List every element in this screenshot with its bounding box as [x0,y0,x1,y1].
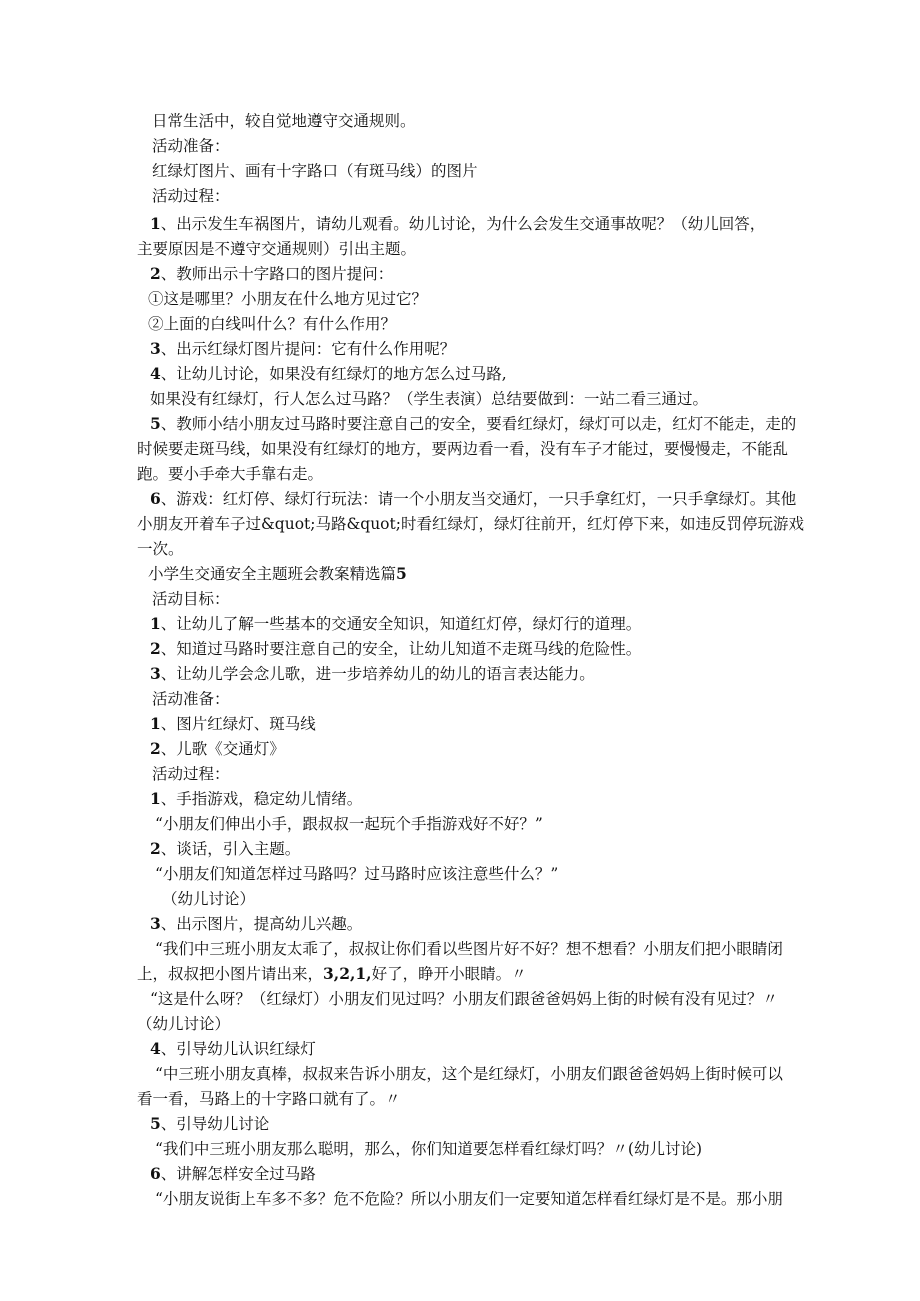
line-text: 日常生活中，较自觉地遵守交通规则。 [152,112,416,130]
text-line [148,288,427,310]
text-line [137,1013,230,1035]
line-text: 时候要走斑马线，如果没有红绿灯的地方，要两边看一看，没有车子才能过，要慢慢走，不能乱 [137,440,789,458]
text-line [150,213,765,235]
line-text: 活动目标： [152,590,230,608]
text-line [155,813,543,835]
text-line [152,135,230,157]
text-line [150,838,300,860]
line-text: 活动过程： [152,765,230,783]
item-number: 2 [150,839,161,858]
item-number: 3 [150,664,161,683]
line-text: 、出示红绿灯图片提问：它有什么作用呢？ [160,340,456,358]
text-line [148,563,407,585]
text-line [152,160,478,182]
line-text: 、谈话，引入主题。 [160,840,301,858]
line-text: 、手指游戏，稳定幼儿情绪。 [160,790,363,808]
text-line [155,1063,783,1085]
line-text: 、引导幼儿讨论 [160,1115,270,1133]
line-text: 上，叔叔把小图片请出来， [137,965,324,983]
line-text: 看一看，马路上的十字路口就有了。〃 [137,1090,401,1108]
countdown-numbers: 3,2,1, [323,964,372,983]
line-text: “我们中三班小朋友太乖了，叔叔让你们看以些图片好不好？想不想看？小朋友们把小眼睛闭 [155,940,783,958]
line-text: “小朋友们知道怎样过马路吗？过马路时应该注意些什么？” [155,865,559,883]
item-number: 1 [150,714,161,733]
text-line [150,988,778,1010]
text-line [155,1188,783,1210]
line-text: 、儿歌《交通灯》 [160,740,285,758]
text-line [150,788,362,810]
line-suffix: 好了，睁开小眼睛。〃 [371,965,527,983]
text-line [137,238,416,260]
item-number: 2 [150,739,161,758]
text-line [155,938,783,960]
text-line [137,963,527,985]
line-text: （幼儿讨论） [162,890,256,908]
line-text: 活动准备： [152,690,230,708]
line-text: 、让幼儿讨论，如果没有红绿灯的地方怎么过马路, [160,365,507,383]
text-line [150,388,708,410]
item-number: 1 [150,614,161,633]
text-line [152,185,230,207]
text-line [137,463,323,485]
line-text: 、知道过马路时要注意自己的安全，让幼儿知道不走斑马线的危险性。 [160,640,642,658]
text-line [150,713,316,735]
line-text: ②上面的白线叫什么？有什么作用？ [148,315,397,333]
line-text: 如果没有红绿灯，行人怎么过马路？（学生表演）总结要做到：一站二看三通过。 [150,390,709,408]
line-text: 、游戏：红灯停、绿灯行玩法：请一个小朋友当交通灯，一只手拿红灯，一只手拿绿灯。其他 [160,490,797,508]
line-text: 、让幼儿了解一些基本的交通安全知识，知道红灯停，绿灯行的道理。 [160,615,642,633]
item-number: 1 [150,214,161,233]
line-text: 小朋友开着车子过&quot;马路&quot;时看红绿灯，绿灯往前开，红灯停下来，如违反罚停玩游戏 [137,515,804,533]
line-text: 主要原因是不遵守交通规则）引出主题。 [137,240,417,258]
line-text: 、让幼儿学会念儿歌，进一步培养幼儿的幼儿的语言表达能力。 [160,665,595,683]
item-number: 2 [150,264,161,283]
text-line [150,1038,316,1060]
text-line [137,538,184,560]
line-text: 小学生交通安全主题班会教案精选篇 [148,565,397,583]
line-text: “我们中三班小朋友那么聪明，那么，你们知道要怎样看红绿灯吗？〃(幼儿讨论) [155,1140,703,1158]
text-line [150,663,595,685]
text-line [150,338,455,360]
item-number: 4 [150,364,161,383]
text-line [150,638,641,660]
line-text: “这是什么呀？（红绿灯）小朋友们见过吗？小朋友们跟爸爸妈妈上街的时候有没有见过？〃 [150,990,778,1008]
text-line [152,688,230,710]
text-line [150,413,796,435]
line-text: ①这是哪里？小朋友在什么地方见过它？ [148,290,428,308]
line-text: 、引导幼儿认识红绿灯 [160,1040,316,1058]
text-line [152,588,230,610]
line-text: 跑。要小手牵大手靠右走。 [137,465,324,483]
line-text: （幼儿讨论） [137,1015,231,1033]
line-text: 红绿灯图片、画有十字路口（有斑马线）的图片 [152,162,478,180]
text-line [150,613,641,635]
text-line [150,1163,316,1185]
line-text: “小朋友说街上车多不多？危不危险？所以小朋友们一定要知道怎样看红绿灯是不是。那小朋 [155,1190,783,1208]
text-line [150,1113,269,1135]
item-number: 2 [150,639,161,658]
item-number: 6 [150,1164,161,1183]
line-text: 活动过程： [152,187,230,205]
item-number: 1 [150,789,161,808]
line-suffix: 5 [396,564,407,583]
line-text: 、出示图片，提高幼儿兴趣。 [160,915,363,933]
item-number: 5 [150,1114,161,1133]
item-number: 6 [150,489,161,508]
line-text: 、教师出示十字路口的图片提问： [160,265,394,283]
text-line [137,1088,401,1110]
line-text: “中三班小朋友真棒，叔叔来告诉小朋友，这个是红绿灯，小朋友们跟爸爸妈妈上街时候可以 [155,1065,783,1083]
line-text: 活动准备： [152,137,230,155]
text-line [148,313,396,335]
item-number: 3 [150,914,161,933]
item-number: 5 [150,414,161,433]
text-line [137,438,788,460]
text-line [150,738,285,760]
line-text: 一次。 [137,540,184,558]
text-line [162,888,255,910]
text-line [137,513,804,535]
text-line [152,110,416,132]
line-text: “小朋友们伸出小手，跟叔叔一起玩个手指游戏好不好？” [155,815,543,833]
text-line [155,863,558,885]
line-text: 、图片红绿灯、斑马线 [160,715,316,733]
line-text: 、出示发生车祸图片，请幼儿观看。幼儿讨论，为什么会发生交通事故呢？（幼儿回答， [160,215,766,233]
line-text: 、教师小结小朋友过马路时要注意自己的安全，要看红绿灯，绿灯可以走，红灯不能走，走的 [160,415,797,433]
text-line [150,363,507,385]
text-line [155,1138,702,1160]
item-number: 4 [150,1039,161,1058]
line-text: 、讲解怎样安全过马路 [160,1165,316,1183]
text-line [150,913,362,935]
text-line [152,763,230,785]
item-number: 3 [150,339,161,358]
text-line [150,488,796,510]
text-line [150,263,393,285]
